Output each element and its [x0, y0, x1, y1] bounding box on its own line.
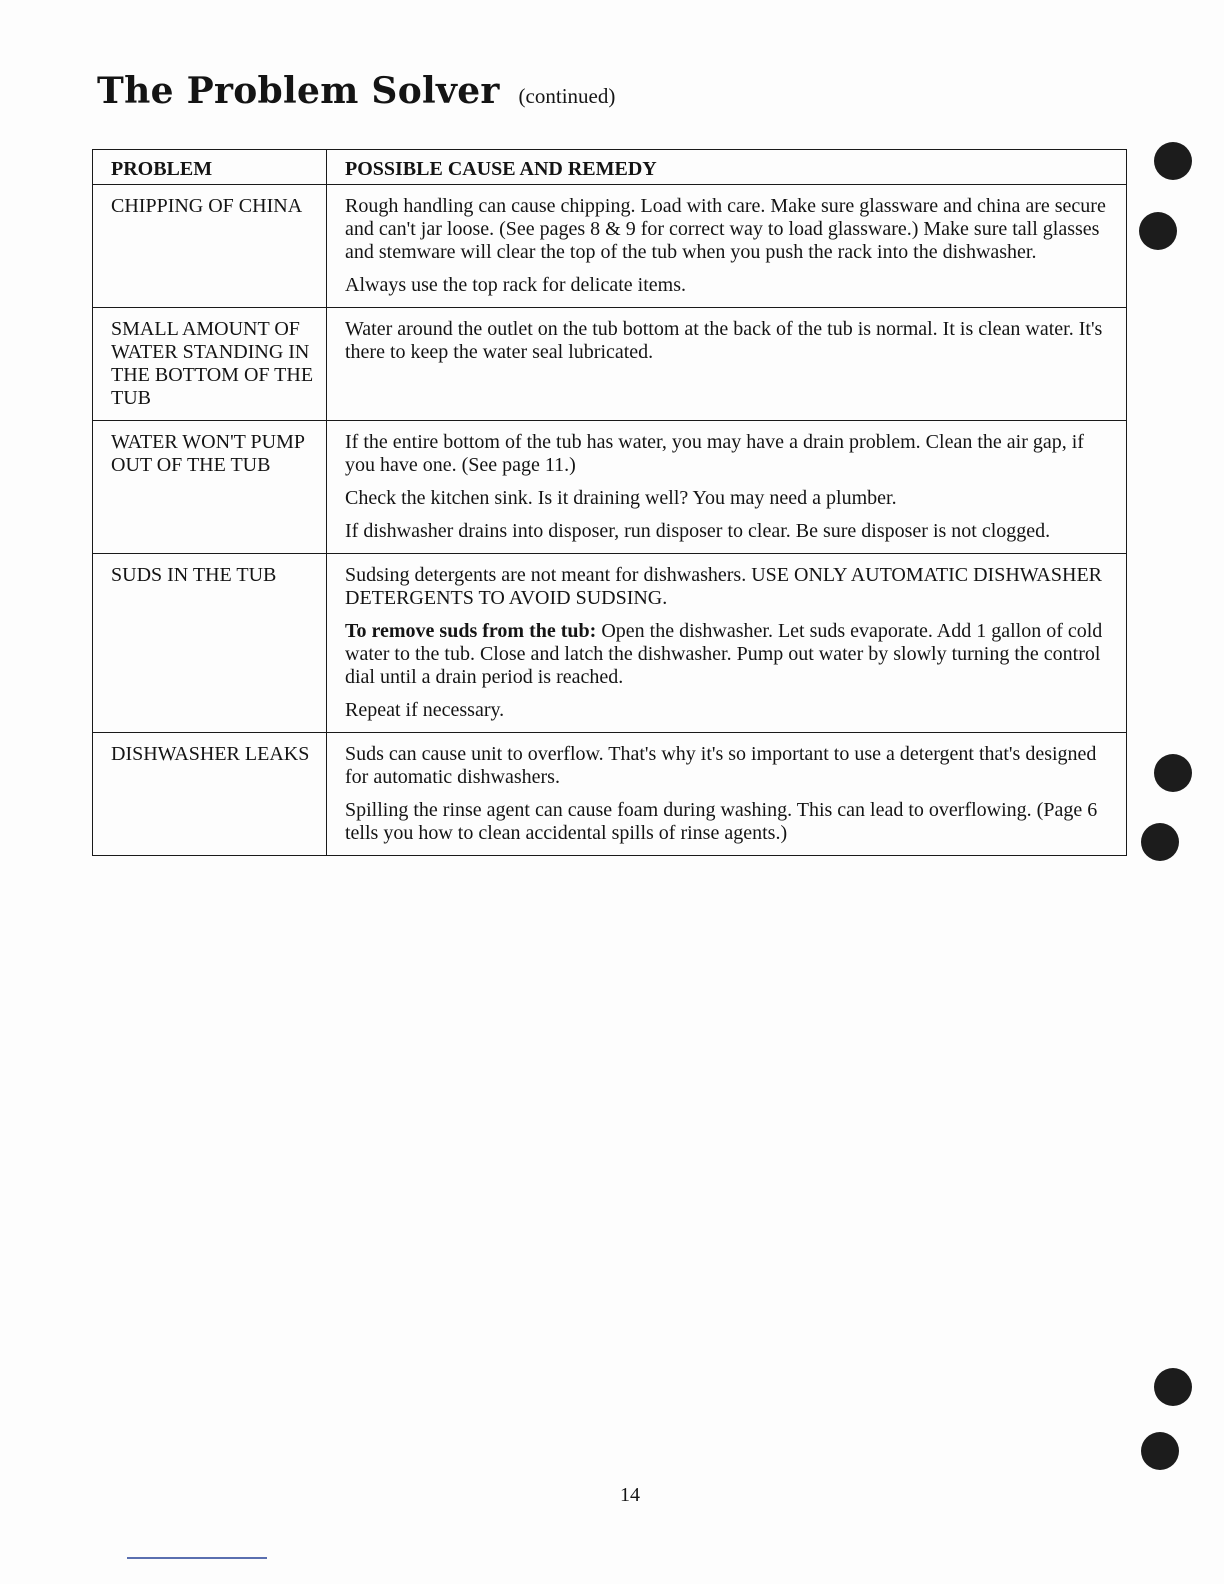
bold-lead-text: Open the dishwasher. Let suds evaporate. Add 1 gallon of cold water to the tub. Close and latch the dishwasher. Pump out water by slowly turning the control dial until a drain period is reached.: [345, 620, 1103, 688]
cause-cell: [327, 554, 1127, 733]
problem-cell: WATER WON'T PUMP OUT OF THE TUB: [93, 421, 327, 554]
table-row: [93, 421, 1127, 554]
header-problem: PROBLEM: [93, 150, 327, 185]
cause-paragraph: Always use the top rack for delicate items.: [345, 274, 686, 296]
cause-cell: [327, 421, 1127, 554]
problem-cell: SUDS IN THE TUB: [93, 554, 327, 733]
page-title: [97, 70, 615, 112]
cause-cell: [327, 185, 1127, 308]
cause-paragraph: Water around the outlet on the tub bottom at the back of the tub is normal. It is clean water. It's there to keep the water seal lubricated.: [345, 318, 1103, 363]
page-number: 14: [620, 1484, 640, 1506]
title-subtitle: (continued): [518, 84, 616, 108]
cause-cell: [327, 733, 1127, 856]
cause-paragraph: Sudsing detergents are not meant for dishwashers. USE ONLY AUTOMATIC DISHWASHER DETERGENTS TO AVOID SUDSING.: [345, 564, 1103, 609]
binder-hole-icon: [1154, 1368, 1192, 1406]
table-row: [93, 308, 1127, 421]
cause-paragraph: If dishwasher drains into disposer, run disposer to clear. Be sure disposer is not clogged.: [345, 520, 1051, 542]
cause-paragraph: If the entire bottom of the tub has water, you may have a drain problem. Clean the air gap, if you have one. (See page 11.): [345, 431, 1084, 476]
table-row: [93, 185, 1127, 308]
binder-hole-icon: [1141, 823, 1179, 861]
table-row: [93, 733, 1127, 856]
cause-paragraph: [345, 620, 1114, 689]
problem-cell: DISHWASHER LEAKS: [93, 733, 327, 856]
cause-paragraph: Check the kitchen sink. Is it draining well? You may need a plumber.: [345, 487, 897, 509]
cause-paragraph: Spilling the rinse agent can cause foam during washing. This can lead to overflowing. (Page 6 tells you how to clean accidental spills of rinse agents.): [345, 799, 1098, 844]
cause-paragraph: Repeat if necessary.: [345, 699, 505, 721]
binder-hole-icon: [1139, 212, 1177, 250]
scan-artifact-line: [127, 1557, 267, 1559]
cause-paragraph: Suds can cause unit to overflow. That's why it's so important to use a detergent that's designed for automatic dishwashers.: [345, 743, 1097, 788]
table-row: [93, 554, 1127, 733]
problem-cell: CHIPPING OF CHINA: [93, 185, 327, 308]
problem-cell: SMALL AMOUNT OF WATER STANDING IN THE BOTTOM OF THE TUB: [93, 308, 327, 421]
problem-solver-table: [92, 149, 1127, 856]
binder-hole-icon: [1154, 754, 1192, 792]
binder-hole-icon: [1154, 142, 1192, 180]
title-main: The Problem Solver: [97, 70, 500, 112]
header-cause: POSSIBLE CAUSE AND REMEDY: [327, 150, 1127, 185]
cause-paragraph: Rough handling can cause chipping. Load with care. Make sure glassware and china are secure and can't jar loose. (See pages 8 & 9 for correct way to load glassware.) Make sure tall glasses and stemware will clear the top of the tub when you push the rack into the dishwasher.: [345, 195, 1106, 263]
binder-hole-icon: [1141, 1432, 1179, 1470]
bold-lead: To remove suds from the tub:: [345, 620, 597, 642]
table-header-row: [93, 150, 1127, 185]
cause-cell: [327, 308, 1127, 421]
